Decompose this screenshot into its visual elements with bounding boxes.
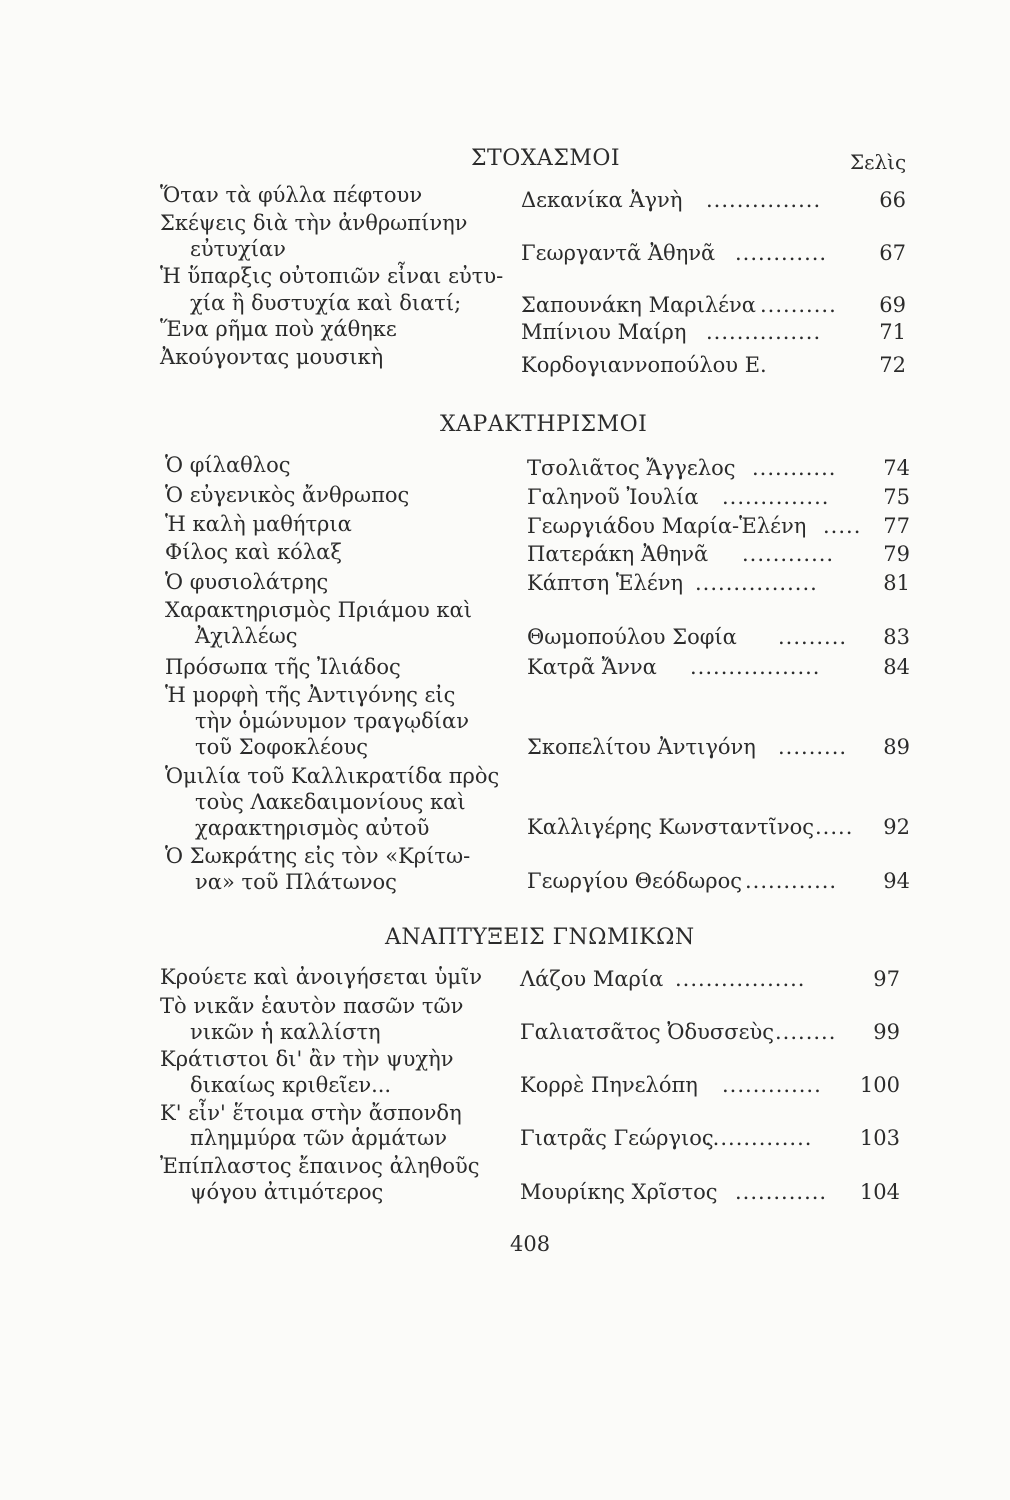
entry-title-line: να» τοῦ Πλάτωνος (195, 870, 397, 894)
section-title-stochasmoi: ΣΤΟΧΑΣΜΟΙ (471, 146, 621, 171)
entry-page: 97 (873, 967, 900, 991)
entry-title-line: Ἡ καλὴ μαθήτρια (165, 512, 352, 536)
entry-author: Σκοπελίτου Ἀντιγόνη (527, 735, 756, 759)
entry-author: Γιατρᾶς Γεώργιος (520, 1126, 714, 1150)
entry-title-line: εὐτυχίαν (190, 237, 286, 261)
entry-author: Γεωργιάδου Μαρία-Ἑλένη (527, 514, 807, 538)
entry-author: Πατεράκη Ἀθηνᾶ (527, 542, 709, 566)
entry-author: Γεωργίου Θεόδωρος (527, 869, 743, 893)
entry-title-line: Κράτιστοι δι' ἂν τὴν ψυχὴν (160, 1047, 454, 1071)
entry-title-line: τοῦ Σοφοκλέους (195, 735, 369, 759)
entry-title-line: Κρούετε καὶ ἀνοιγήσεται ὑμῖν (160, 965, 483, 989)
entry-title-line: πλημμύρα τῶν ἁρμάτων (190, 1126, 448, 1150)
entry-page: 99 (873, 1020, 900, 1044)
entry-author: Σαπουνάκη Μαριλένα (521, 293, 756, 317)
entry-page: 79 (883, 542, 910, 566)
entry-title-line: Ὁ εὐγενικὸς ἄνθρωπος (165, 483, 410, 507)
entry-page: 75 (883, 485, 910, 509)
entry-page: 69 (879, 293, 906, 317)
entry-title-line: Ἡ ὕπαρξις οὐτοπιῶν εἶναι εὐτυ- (160, 264, 504, 288)
entry-author: Καλλιγέρης Κωνσταντῖνος (527, 815, 815, 839)
entry-page: 72 (879, 353, 906, 377)
entry-title-line: χία ἢ δυστυχία καὶ διατί; (190, 291, 462, 315)
entry-title-line: Ἡ μορφὴ τῆς Ἀντιγόνης εἰς (165, 683, 456, 707)
entry-author: Κορδογιαννοπούλου Ε. (521, 353, 767, 377)
leader-dots: ................ (695, 571, 818, 595)
leader-dots: ............ (735, 241, 828, 265)
leader-dots: ........ (775, 1020, 837, 1044)
entry-author: Μπίνιου Μαίρη (521, 320, 687, 344)
entry-page: 83 (883, 625, 910, 649)
entry-author: Κατρᾶ Ἄννα (527, 655, 657, 679)
leader-dots: ..... (815, 815, 854, 839)
entry-title-line: Ἀκούγοντας μουσικὴ (160, 345, 384, 369)
leader-dots: ............. (722, 1073, 822, 1097)
entry-page: 77 (883, 514, 910, 538)
leader-dots: ................. (675, 967, 806, 991)
entry-title-line: Κ' εἶν' ἕτοιμα στὴν ἄσπονδη (160, 1101, 462, 1125)
entry-author: Δεκανίκα Ἁγνὴ (521, 188, 683, 212)
entry-author: Τσολιᾶτος Ἄγγελος (527, 456, 736, 480)
leader-dots: ............... (706, 188, 822, 212)
section-title-anaptyxeis-gnomikon: ΑΝΑΠΤΥΞΕΙΣ ΓΝΩΜΙΚΩΝ (385, 925, 695, 950)
entry-title-line: τὴν ὁμώνυμον τραγῳδίαν (195, 709, 469, 733)
entry-author: Κάπτση Ἑλένη (527, 571, 684, 595)
entry-page: 92 (883, 815, 910, 839)
entry-author: Λάζου Μαρία (520, 967, 664, 991)
entry-page: 66 (879, 188, 906, 212)
entry-title-line: Ἐπίπλαστος ἔπαινος ἀληθοῦς (160, 1154, 480, 1178)
entry-title-line: Ἕνα ρῆμα ποὺ χάθηκε (160, 317, 397, 341)
entry-title-line: Πρόσωπα τῆς Ἰλιάδος (165, 655, 401, 679)
entry-title-line: Σκέψεις διὰ τὴν ἀνθρωπίνην (160, 211, 468, 235)
entry-page: 67 (879, 241, 906, 265)
leader-dots: ............ (735, 1180, 828, 1204)
entry-author: Γεωργαντᾶ Ἀθηνᾶ (521, 241, 716, 265)
entry-title-line: Ὅταν τὰ φύλλα πέφτουν (160, 183, 423, 207)
entry-title-line: νικῶν ἡ καλλίστη (190, 1020, 381, 1044)
entry-title-line: Ἀχιλλέως (195, 624, 298, 648)
page-column-header: Σελὶς (850, 150, 907, 174)
leader-dots: ......... (778, 625, 848, 649)
leader-dots: ......... (778, 735, 848, 759)
leader-dots: .......... (760, 293, 837, 317)
entry-page: 104 (859, 1180, 900, 1204)
entry-title-line: Χαρακτηρισμὸς Πριάμου καὶ (165, 598, 472, 622)
entry-title-line: Φίλος καὶ κόλαξ (165, 540, 342, 564)
entry-title-line: ψόγου ἀτιμότερος (190, 1180, 384, 1204)
leader-dots: ........... (752, 456, 837, 480)
section-title-charaktirismoi: ΧΑΡΑΚΤΗΡΙΣΜΟΙ (440, 412, 648, 437)
entry-title-line: Ὁ φυσιολάτρης (165, 570, 329, 594)
entry-title-line: τοὺς Λακεδαιμονίους καὶ (195, 790, 466, 814)
entry-page: 94 (883, 869, 910, 893)
entry-page: 84 (883, 655, 910, 679)
entry-page: 103 (859, 1126, 900, 1150)
leader-dots: ..... (823, 514, 862, 538)
entry-title-line: Τὸ νικᾶν ἑαυτὸν πασῶν τῶν (160, 994, 464, 1018)
leader-dots: .............. (722, 485, 830, 509)
leader-dots: ............ (742, 542, 835, 566)
leader-dots: .............. (705, 1126, 813, 1150)
entry-page: 74 (883, 456, 910, 480)
entry-title-line: χαρακτηρισμὸς αὐτοῦ (195, 816, 430, 840)
leader-dots: ............ (745, 869, 838, 893)
entry-author: Γαλιατσᾶτος Ὀδυσσεὺς (520, 1020, 775, 1044)
page-number: 408 (510, 1232, 551, 1256)
entry-title-line: Ὁ Σωκράτης εἰς τὸν «Κρίτω- (165, 844, 471, 868)
entry-title-line: Ὁ φίλαθλος (165, 453, 291, 477)
leader-dots: ............... (706, 320, 822, 344)
entry-page: 89 (883, 735, 910, 759)
leader-dots: ................. (690, 655, 821, 679)
entry-title-line: Ὁμιλία τοῦ Καλλικρατίδα πρὸς (165, 764, 500, 788)
entry-page: 81 (883, 571, 910, 595)
entry-page: 71 (879, 320, 906, 344)
entry-title-line: δικαίως κριθεῖεν... (190, 1073, 392, 1097)
entry-page: 100 (859, 1073, 900, 1097)
entry-author: Μουρίκης Χρῖστος (520, 1180, 718, 1204)
entry-author: Θωμοπούλου Σοφία (527, 625, 737, 649)
entry-author: Κορρὲ Πηνελόπη (520, 1073, 698, 1097)
entry-author: Γαληνοῦ Ἰουλία (527, 485, 699, 509)
